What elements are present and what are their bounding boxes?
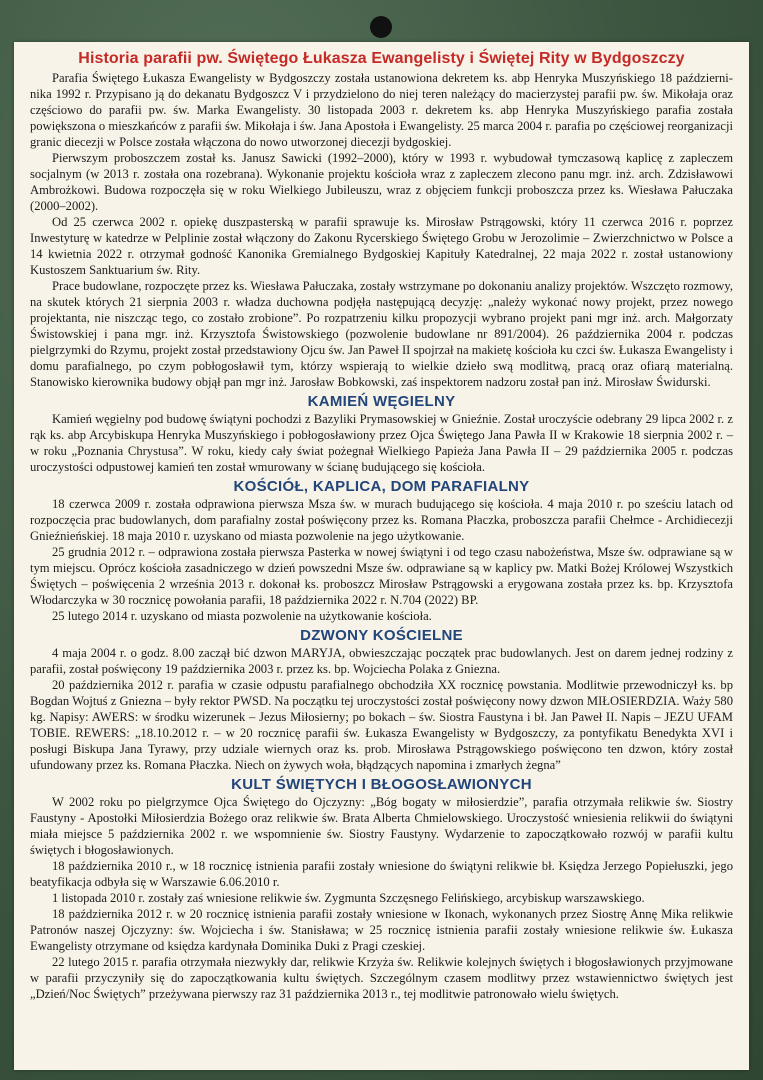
- section-heading-kult: KULT ŚWIĘTYCH I BŁOGOSŁAWIONYCH: [231, 776, 532, 793]
- section-paragraph: 1 listopada 2010 r. zostały zaś wniesione relikwie św. Zygmunta Szczęsnego Felińskiego, arcybiskup warszawskiego.: [52, 891, 645, 905]
- intro-paragraph: Parafia Świętego Łukasza Ewangelisty w Bydgoszczy została ustanowiona dekretem ks. abp Henryka Muszyńskiego 18 październi-nika 1992 r. Przypisano ją do dekanatu Bydgoszcz V i przydzielono do niej teren należący do macierzystej parafii pw. św. Mikołaja oraz częściowo do parafii pw. św. Marka Ewangelisty. 30 listopada 2003 r. dekretem ks. abp Henryka Muszyńskiego parafia została powiększona o mieszkańców z parafii św. Mikołaja i św. Jana Apostoła i Ewangelisty. 25 marca 2004 r. parafia po częściowej reorganizacji granic diecezji w Polsce została włączona do nowo utworzonej diecezji bydgoskiej.: [30, 71, 733, 149]
- section-heading-kosciol: KOŚCIÓŁ, KAPLICA, DOM PARAFIALNY: [233, 478, 530, 495]
- section-paragraph: 18 października 2010 r., w 18 rocznicę istnienia parafii zostały wniesione do świątyni relikwie bł. Księdza Jerzego Popiełuszki, jego beatyfikacja odbyła się w Warszawie 6.06.2010 r.: [30, 859, 733, 889]
- section-paragraph: 22 lutego 2015 r. parafia otrzymała niezwykły dar, relikwie Krzyża św. Relikwie kolejnych świętych i błogosławionych przyjmowane w parafii przyczyniły się do zapoczątkowania kultu świętych. Szczególnym czasem modlitwy przez wstawiennictwo świętych jest „Dzień/Noc Świętych” przeżywana pierwszy raz 31 października 2013 r., tej modlitwie patronowało wielu świętych.: [30, 955, 733, 1001]
- section-heading-dzwony: DZWONY KOŚCIELNE: [300, 627, 463, 644]
- punch-hole: [370, 16, 392, 38]
- intro-paragraph: Pierwszym proboszczem został ks. Janusz Sawicki (1992–2000), który w 1993 r. wybudował tymczasową kaplicę z zapleczem socjalnym (w 2013 r. została ona rozebrana). Wykonanie projektu kościoła wraz z zapleczem zlecono panu mgr. inż. arch. Zdzisławowi Ambrożkowi. Budowa rozpoczęła się w roku Wielkiego Jubileuszu, wraz z objęciem funkcji proboszcza przez ks. Wiesława Pałuczaka (2000–2002).: [30, 151, 733, 213]
- section-paragraph: W 2002 roku po pielgrzymce Ojca Świętego do Ojczyzny: „Bóg bogaty w miłosierdzie”, parafia otrzymała relikwie św. Siostry Faustyny - Apostołki Miłosierdzia Bożego oraz relikwie św. Brata Alberta Chmielowskiego. Uroczystość wniesienia relikwii do świątyni miała miejsce 5 października 2002 r. we wspomnienie św. Siostry Faustyny. Wydarzenie to zapoczątkowało rozwój w parafii kultu świętych i błogosławionych.: [30, 795, 733, 857]
- section-paragraph: 25 lutego 2014 r. uzyskano od miasta pozwolenie na użytkowanie kościoła.: [52, 609, 432, 623]
- section-paragraph: 18 czerwca 2009 r. została odprawiona pierwsza Msza św. w murach budującego się kościoła. 4 maja 2010 r. po sześciu latach od rozpoczęcia prac budowlanych, dom parafialny został poświęcony przez ks. Romana Płaczka, proboszcza parafii Chełmce - Archidiecezji Gnieźnieńskiej. 18 maja 2010 r. uzyskano od miasta pozwolenie na jego użytkowanie.: [30, 497, 733, 543]
- document-title: Historia parafii pw. Świętego Łukasza Ewangelisty i Świętej Rity w Bydgoszczy: [78, 50, 685, 67]
- section-paragraph: Kamień węgielny pod budowę świątyni pochodzi z Bazyliki Prymasowskiej w Gnieźnie. Został uroczyście odebrany 29 lipca 2002 r. z rąk ks. abp Arcybiskupa Henryka Muszyńskiego i pobłogosławiony przez Ojca Świętego Jana Pawła II w Krakowie 18 sierpnia 2002 r. – w roku „Poznania Chrystusa”. W roku, kiedy cały świat pożegnał Wielkiego Papieża Jana Pawła II – 29 października 2005 r. podczas uroczystości odpustowej kamień ten został wmurowany w ścianę budującego się kościoła.: [30, 412, 733, 474]
- section-heading-kamien: KAMIEŃ WĘGIELNY: [307, 393, 456, 410]
- section-paragraph: 4 maja 2004 r. o godz. 8.00 zaczął bić dzwon MARYJA, obwieszczając początek prac budowlanych. Jest on darem jednej rodziny z parafii, został poświęcony 19 października 2003 r. przez ks. bp. Wojciecha Polaka z Gniezna.: [30, 646, 733, 676]
- section-paragraph: 18 października 2012 r. w 20 rocznicę istnienia parafii zostały wniesione w Ikonach, wykonanych przez Siostrę Annę Mika relikwie Patronów naszej Ojczyzny: św. Wojciecha i św. Stanisława; w 25 rocznicę istnienia parafii zostały wniesione relikwie św. Łukasza Ewangelisty otrzymane od księdza kardynała Dominika Duki z Pragi czeskiej.: [30, 907, 733, 953]
- section-paragraph: 20 października 2012 r. parafia w czasie odpustu parafialnego obchodziła XX rocznicę powstania. Modlitwie przewodniczył ks. bp Bogdan Wojtuś z Gniezna – były rektor PWSD. Na początku tej uroczystości został poświęcony nowy dzwon MIŁOSIERDZIA. Waży 580 kg. Napisy: AWERS: w środku wizerunek – Jezus Miłosierny; po bokach – św. Siostra Faustyna i bł. Jan Paweł II. Napis – JEZU UFAM TOBIE. REWERS: „18.10.2012 r. – w 20 rocznicę parafii św. Łukasza Ewangelisty w Bydgoszczy, za pontyfikatu Benedykta XVI i posługi Biskupa Jana Tyrawy, przy udziale wiernych oraz ks. prob. Mirosława Pstrągowskiego poświęcono ten dzwon, który został ufundowany przez ks. Romana Płaczka. Niech on żywych woła, błądzących napomina i zmarłych żegna”: [30, 678, 733, 772]
- document-sheet: [14, 42, 749, 1070]
- section-paragraph: 25 grudnia 2012 r. – odprawiona została pierwsza Pasterka w nowej świątyni i od tego czasu nabożeństwa, Msze św. odprawiane są w tym miejscu. Oprócz kościoła zasadniczego w dzień powszedni Msze św. odprawiane są w kaplicy pw. Matki Bożej Królowej Wszystkich Świętych – poświęcenia 2 września 2013 r. dokonał ks. proboszcz Mirosław Pstrągowski a erygowana została przez ks. bp. Krzysztofa Włodarczyka w 30 rocznicę powołania parafii, 18 października 2022 r. N.704 (2022) BP.: [30, 545, 733, 607]
- intro-paragraph: Od 25 czerwca 2002 r. opiekę duszpasterską w parafii sprawuje ks. Mirosław Pstrągowski, który 11 czerwca 2016 r. poprzez Inwestyturę w katedrze w Pelplinie został włączony do Zakonu Rycerskiego Świętego Grobu w Jerozolimie – Zwierzchnictwo w Polsce a 14 kwietnia 2022 r. otrzymał godność Kanonika Gremialnego Bydgoskiej Kapituły Katedralnej, 22 maja 2022 r. został ustanowiony Kustoszem Sanktuarium św. Rity.: [30, 215, 733, 277]
- document-content: [14, 42, 749, 1002]
- intro-paragraph: Prace budowlane, rozpoczęte przez ks. Wiesława Pałuczaka, zostały wstrzymane po dokonaniu analizy projektów. Wszczęto rozmowy, na skutek których 21 sierpnia 2003 r. władza duchowna podjęła następującą decyzję: „należy wykonać nowy projekt, przez nowego projektanta, nie niszcząc tego, co zostało zrobione”. Po rozpatrzeniu kilku propozycji wybrano projekt pani mgr inż. arch. Małgorzaty Świstowskiej i pana mgr. inż. Krzysztofa Świstowskiego (pozwolenie budowlane nr 891/2004). 26 października 2004 r. podczas pielgrzymki do Rzymu, projekt został przedstawiony Ojcu św. Jan Paweł II spojrzał na makietę kościoła ku czci św. Łukasza Ewangelisty i domu parafialnego, po czym pobłogosławił tym, którzy wspierają to wielkie dzieło swą modlitwą, pracą oraz ofiarą materialną. Stanowisko kierownika budowy objął pan mgr inż. Jarosław Bobkowski, zaś inspektorem nadzoru został pan inż. Mirosław Świdurski.: [30, 279, 733, 389]
